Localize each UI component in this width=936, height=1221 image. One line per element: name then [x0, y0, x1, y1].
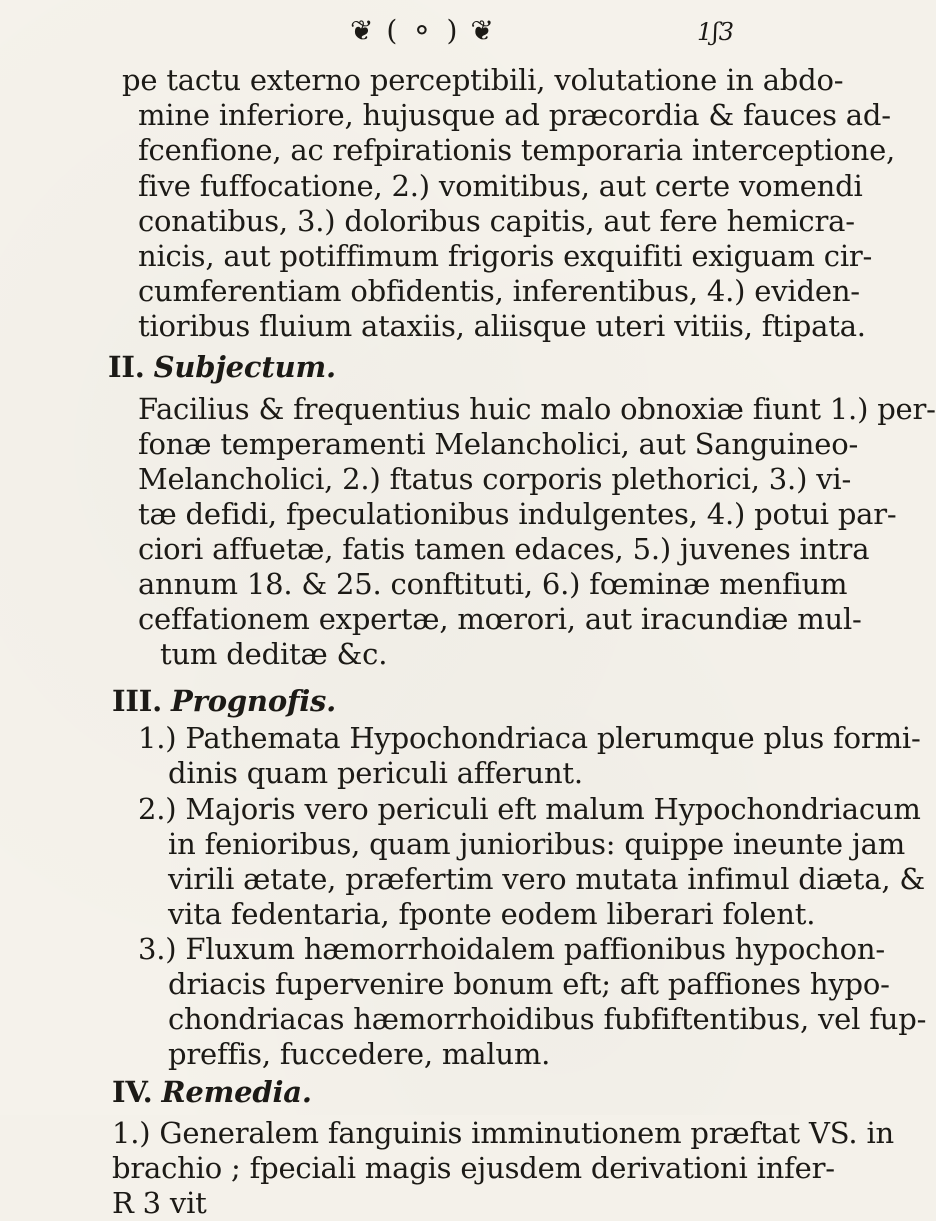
text-line: tioribus fluium ataxiis, aliisque uteri vitiis, ftipata.	[138, 309, 866, 343]
text-line: R 3 vit	[112, 1186, 207, 1220]
text-line: annum 18. & 25. conftituti, 6.) fœminæ menfium	[138, 567, 848, 601]
section-heading-subjectum	[108, 349, 336, 385]
page-header	[100, 10, 740, 50]
section-heading-prognosis	[112, 683, 336, 719]
text-line: brachio ; fpeciali magis ejusdem derivationi infer-	[112, 1151, 835, 1185]
text-line: ciori affuetæ, fatis tamen edaces, 5.) juvenes intra	[138, 532, 870, 566]
text-line: conatibus, 3.) doloribus capitis, aut fere hemicra-	[138, 204, 855, 238]
text-line: dinis quam periculi afferunt.	[168, 756, 583, 790]
text-line: cumferentiam obfidentis, inferentibus, 4.) eviden-	[138, 274, 860, 308]
text-line: chondriacas hæmorrhoidibus fubfiftentibus, vel fup-	[168, 1002, 927, 1036]
text-line: Facilius & frequentius huic malo obnoxiæ fiunt 1.) per-	[138, 392, 936, 426]
text-line: 2.) Majoris vero periculi eft malum Hypochondriacum	[138, 792, 921, 826]
text-line: 3.) Fluxum hæmorrhoidalem paffionibus hypochon-	[138, 932, 885, 966]
text-line: preffis, fuccedere, malum.	[168, 1037, 551, 1071]
text-line: vita fedentaria, fponte eodem liberari folent.	[168, 897, 816, 931]
section-heading-remedia	[112, 1074, 312, 1110]
section-title: Subjectum.	[153, 350, 336, 384]
section-numeral: IV.	[112, 1075, 153, 1109]
text-line: 1.) Pathemata Hypochondriaca plerumque plus formi-	[138, 721, 921, 755]
text-line: five fuffocatione, 2.) vomitibus, aut certe vomendi	[138, 169, 863, 203]
text-line: in fenioribus, quam junioribus: quippe ineunte jam	[168, 827, 906, 861]
text-line: 1.) Generalem fanguinis imminutionem præftat VS. in	[112, 1116, 894, 1150]
text-line: mine inferiore, hujusque ad præcordia & fauces ad-	[138, 98, 891, 132]
section-numeral: III.	[112, 684, 162, 718]
text-line: nicis, aut potiffimum frigoris exquifiti exiguam cir-	[138, 239, 873, 273]
section-numeral: II.	[108, 350, 145, 384]
text-line: virili ætate, præfertim vero mutata infimul diæta, &	[168, 862, 925, 896]
section-title: Prognofis.	[171, 684, 337, 718]
text-line: fcenfione, ac refpirationis temporaria interceptione,	[138, 133, 896, 167]
text-line: fonæ temperamenti Melancholici, aut Sanguineo-	[138, 427, 859, 461]
section-title: Remedia.	[161, 1075, 312, 1109]
text-line: Melancholici, 2.) ftatus corporis plethorici, 3.) vi-	[138, 462, 852, 496]
text-line: ceffationem expertæ, mœrori, aut iracundiæ mul-	[138, 602, 862, 636]
header-ornament: ❦ ( ⚬ ) ❦	[350, 14, 496, 47]
page-number: 1ʃ3	[696, 18, 734, 46]
text-line: pe tactu externo perceptibili, volutatione in abdo-	[122, 63, 844, 97]
text-line: tum deditæ &c.	[160, 637, 388, 671]
text-line: driacis fupervenire bonum eft; aft paffiones hypo-	[168, 967, 890, 1001]
text-line: tæ defidi, fpeculationibus indulgentes, 4.) potui par-	[138, 497, 897, 531]
